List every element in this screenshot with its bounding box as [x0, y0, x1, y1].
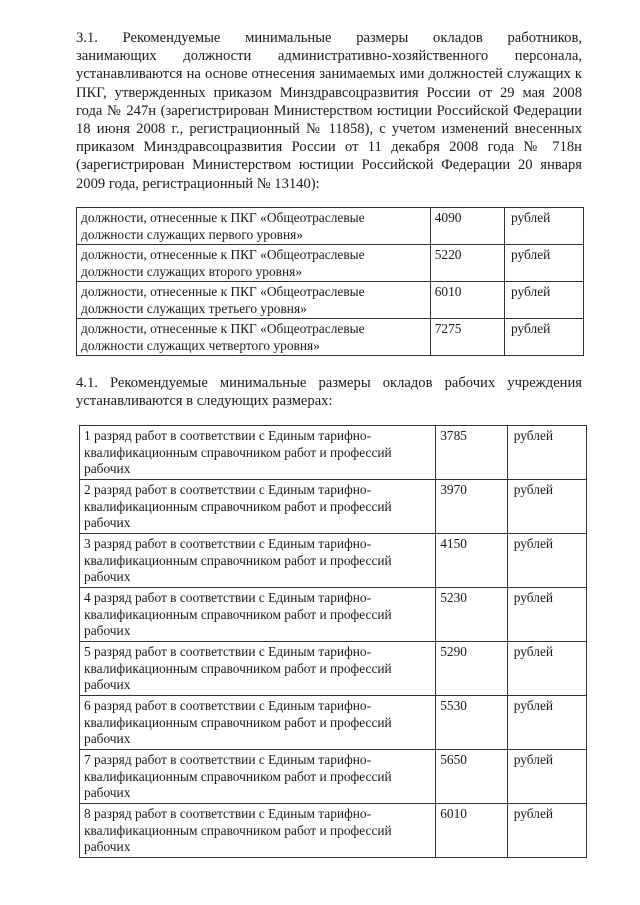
- amount-cell: 5220: [430, 245, 504, 282]
- amount-cell: 5290: [436, 642, 508, 696]
- cell-line: 4 разряд работ в соответствии с Единым тарифно-: [84, 590, 372, 605]
- cell-line: квалификационным справочником работ и профессий: [84, 768, 392, 784]
- cell-line: 8 разряд работ в соответствии с Единым тарифно-: [84, 806, 372, 821]
- cell-line: 1 разряд работ в соответствии с Единым тарифно-: [84, 428, 372, 443]
- table-row: [80, 750, 587, 804]
- cell-line: должности, отнесенные к ПКГ «Общеотраслевые: [81, 247, 365, 262]
- grade-cell: [80, 804, 436, 858]
- unit-cell: рублей: [507, 642, 586, 696]
- paragraph-line: устанавливаются в следующих размерах:: [76, 393, 333, 410]
- unit-cell: рублей: [507, 750, 586, 804]
- cell-line: квалификационным справочником работ и профессий: [84, 552, 392, 568]
- unit-cell: рублей: [505, 208, 584, 245]
- cell-line: квалификационным справочником работ и профессий: [84, 660, 392, 676]
- grade-cell: [80, 588, 436, 642]
- unit-cell: рублей: [507, 534, 586, 588]
- table-row: [77, 208, 584, 245]
- position-cell: [77, 319, 431, 356]
- cell-line: 2 разряд работ в соответствии с Единым тарифно-: [84, 482, 372, 497]
- unit-cell: рублей: [507, 804, 586, 858]
- table-row: [80, 480, 587, 534]
- cell-line: должности, отнесенные к ПКГ «Общеотраслевые: [81, 321, 365, 336]
- cell-line: рабочих: [84, 785, 131, 800]
- cell-line: должности служащих второго уровня»: [81, 263, 303, 279]
- cell-line: квалификационным справочником работ и профессий: [84, 714, 392, 730]
- grade-cell: [80, 750, 436, 804]
- table-row: [80, 426, 587, 480]
- amount-cell: 5650: [436, 750, 508, 804]
- cell-line: 3 разряд работ в соответствии с Единым тарифно-: [84, 536, 372, 551]
- table-row: [80, 588, 587, 642]
- paragraph-line: 18 июня 2008 г., регистрационный № 11858), с учетом изменений внесенных: [76, 121, 582, 138]
- unit-cell: рублей: [507, 696, 586, 750]
- cell-line: рабочих: [84, 461, 131, 476]
- unit-cell: рублей: [507, 588, 586, 642]
- grade-cell: [80, 426, 436, 480]
- paragraph-line: ПКГ, утвержденных приказом Минздравсоцразвития России от 29 мая 2008: [76, 84, 582, 101]
- cell-line: квалификационным справочником работ и профессий: [84, 498, 392, 514]
- cell-line: рабочих: [84, 731, 131, 746]
- amount-cell: 6010: [436, 804, 508, 858]
- position-cell: [77, 282, 431, 319]
- position-cell: [77, 208, 431, 245]
- unit-cell: рублей: [505, 245, 584, 282]
- cell-line: рабочих: [84, 677, 131, 692]
- cell-line: квалификационным справочником работ и профессий: [84, 444, 392, 460]
- workers-salary-table: [79, 425, 587, 858]
- table-row: [80, 534, 587, 588]
- unit-cell: рублей: [505, 282, 584, 319]
- grade-cell: [80, 642, 436, 696]
- paragraph-line: занимающих должности административно-хозяйственного персонала,: [76, 48, 582, 65]
- grade-cell: [80, 480, 436, 534]
- cell-line: должности служащих четвертого уровня»: [81, 337, 320, 353]
- paragraph-line: приказом Минздравсоцразвития России от 11 декабря 2008 года № 718н: [76, 139, 582, 156]
- cell-line: должности служащих первого уровня»: [81, 226, 303, 242]
- paragraph-line: 2009 года, регистрационный № 13140):: [76, 175, 320, 192]
- table-row: [77, 319, 584, 356]
- amount-cell: 5530: [436, 696, 508, 750]
- unit-cell: рублей: [507, 426, 586, 480]
- paragraph-line: 4.1. Рекомендуемые минимальные размеры окладов рабочих учреждения: [76, 375, 582, 391]
- paragraph-line: устанавливаются на основе отнесения занимаемых ими должностей служащих к: [76, 66, 582, 83]
- table-row: [80, 696, 587, 750]
- amount-cell: 6010: [430, 282, 504, 319]
- cell-line: квалификационным справочником работ и профессий: [84, 606, 392, 622]
- paragraph-line: года № 247н (зарегистрирован Министерством юстиции Российской Федерации: [76, 102, 582, 119]
- amount-cell: 7275: [430, 319, 504, 356]
- grade-cell: [80, 696, 436, 750]
- cell-line: рабочих: [84, 569, 131, 584]
- cell-line: должности служащих третьего уровня»: [81, 300, 307, 316]
- section-3-1-paragraph: [76, 29, 582, 193]
- table-row: [77, 282, 584, 319]
- paragraph-line: (зарегистрирован Министерством юстиции Российской Федерации 20 января: [76, 157, 582, 174]
- cell-line: должности, отнесенные к ПКГ «Общеотраслевые: [81, 284, 365, 299]
- amount-cell: 5230: [436, 588, 508, 642]
- unit-cell: рублей: [507, 480, 586, 534]
- position-cell: [77, 245, 431, 282]
- table-row: [80, 804, 587, 858]
- cell-line: должности, отнесенные к ПКГ «Общеотраслевые: [81, 210, 365, 225]
- amount-cell: 4150: [436, 534, 508, 588]
- grade-cell: [80, 534, 436, 588]
- cell-line: рабочих: [84, 623, 131, 638]
- section-4-1-paragraph: [76, 374, 582, 410]
- cell-line: 6 разряд работ в соответствии с Единым тарифно-: [84, 698, 372, 713]
- amount-cell: 4090: [430, 208, 504, 245]
- cell-line: 5 разряд работ в соответствии с Единым тарифно-: [84, 644, 372, 659]
- pkg-salary-table: [76, 207, 584, 356]
- cell-line: 7 разряд работ в соответствии с Единым тарифно-: [84, 752, 372, 767]
- table-row: [80, 642, 587, 696]
- cell-line: рабочих: [84, 515, 131, 530]
- cell-line: рабочих: [84, 839, 131, 854]
- amount-cell: 3970: [436, 480, 508, 534]
- paragraph-line: 3.1. Рекомендуемые минимальные размеры окладов работников,: [76, 30, 582, 46]
- table-row: [77, 245, 584, 282]
- unit-cell: рублей: [505, 319, 584, 356]
- cell-line: квалификационным справочником работ и профессий: [84, 822, 392, 838]
- amount-cell: 3785: [436, 426, 508, 480]
